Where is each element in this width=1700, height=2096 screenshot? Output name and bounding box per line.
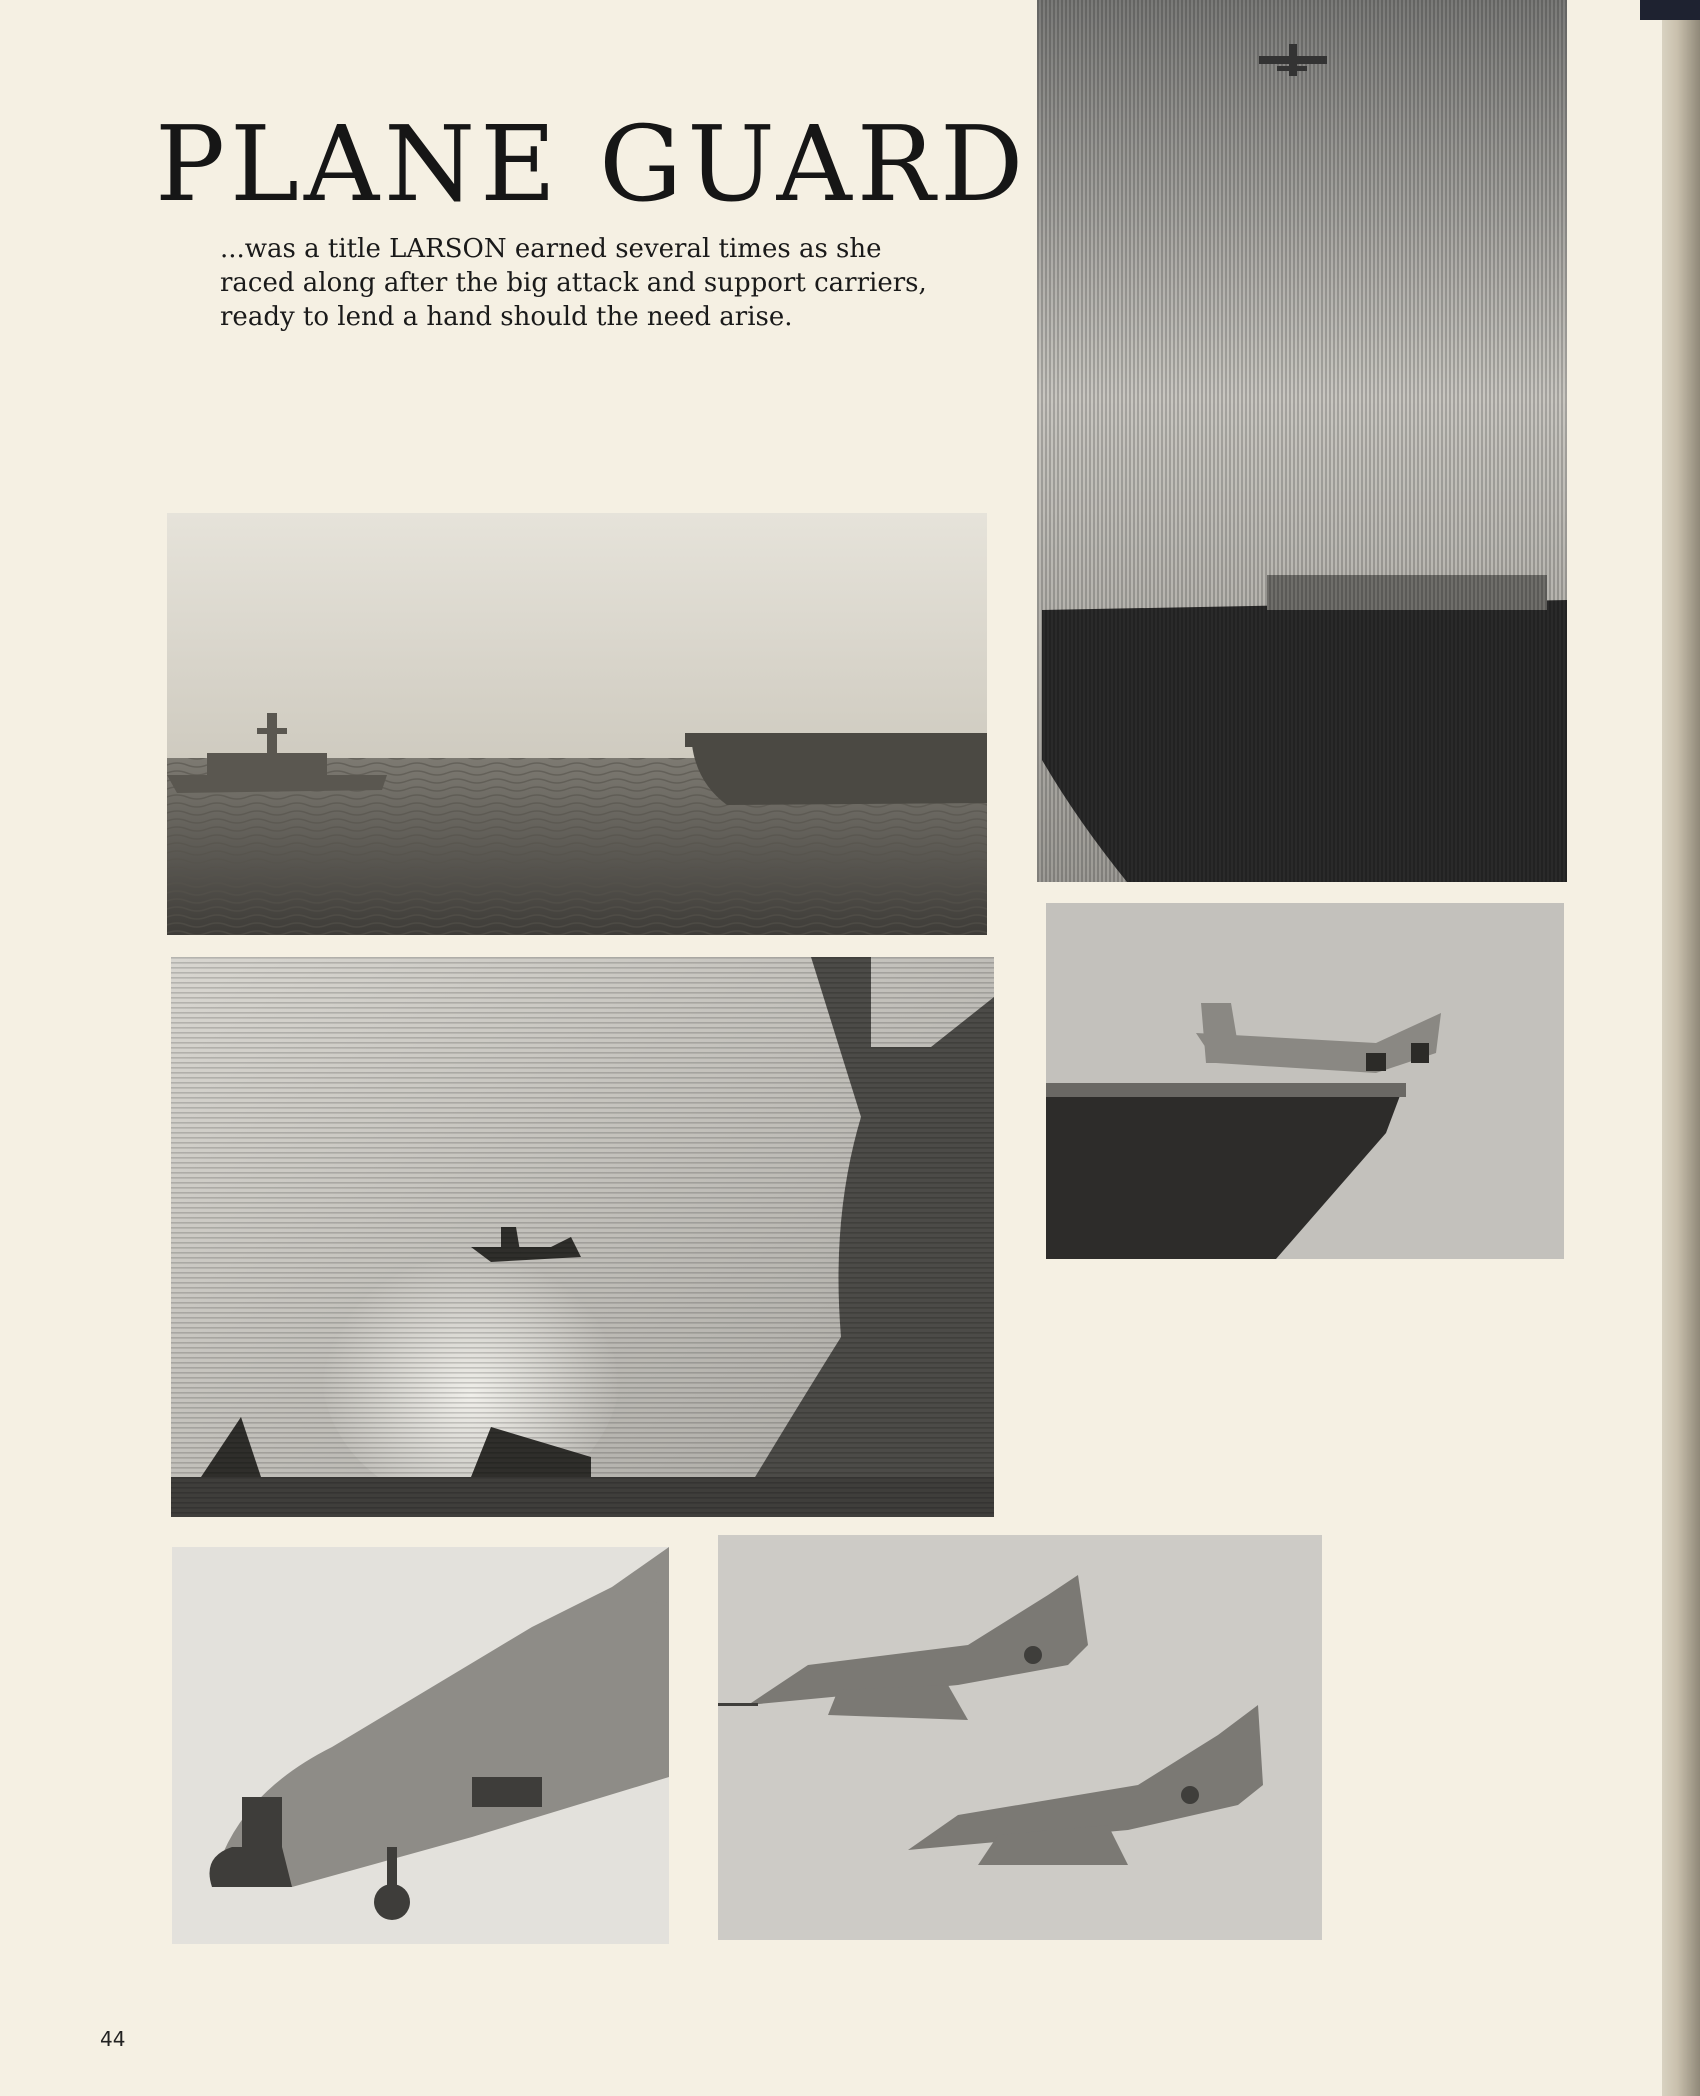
intro-paragraph: ...was a title LARSON earned several times as she raced along after the big attack and support carriers, ready to lend a hand should the need arise. — [220, 234, 927, 332]
page-binding-edge — [1662, 0, 1700, 2096]
photo-jet-launch-from-carrier — [171, 957, 994, 1517]
photo-aircraft-on-carrier-bow — [1046, 903, 1564, 1259]
photo-jet-over-carrier-deck — [1037, 0, 1567, 882]
page-number: 44 — [100, 2027, 126, 2051]
photo-destroyer-and-carrier — [167, 513, 987, 935]
cover-corner — [1640, 0, 1700, 20]
photo-skyhawk-pair — [718, 1535, 1322, 1940]
photo-phantom-jet-closeup — [172, 1547, 669, 1944]
page-title: PLANE GUARD — [155, 103, 1029, 225]
